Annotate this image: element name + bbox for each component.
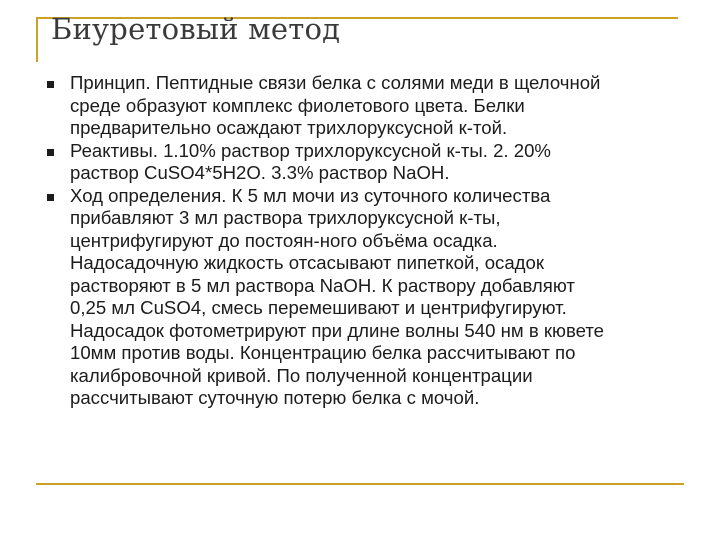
bullet-text	[70, 140, 682, 185]
square-bullet-icon	[47, 81, 54, 88]
bullet-line: предварительно осаждают трихлоруксусной к-той.	[70, 117, 508, 138]
bullet-item-procedure	[42, 185, 682, 410]
bullet-line: 10мм против воды. Концентрацию белка рассчитывают по	[70, 342, 576, 363]
bullet-line: прибавляют 3 мл раствора трихлоруксусной к-ты,	[70, 207, 501, 228]
bullet-line: рассчитывают суточную потерю белка с мочой.	[70, 387, 480, 408]
bullet-text	[70, 72, 682, 140]
bullet-text	[70, 185, 682, 410]
bullet-item-reagents	[42, 140, 682, 185]
bottom-rule	[36, 483, 684, 485]
bullet-list	[42, 72, 682, 410]
bullet-line: раствор CuSO4*5H2O. 3.3% раствор NaOH.	[70, 162, 450, 183]
bullet-line: Реактивы. 1.10% раствор трихлоруксусной к-ты. 2. 20%	[70, 139, 551, 161]
bullet-line: Принцип. Пептидные связи белка с солями меди в щелочной	[70, 72, 601, 93]
slide-title: Биуретовый метод	[51, 12, 341, 46]
bullet-line: среде образуют комплекс фиолетового цвета. Белки	[70, 94, 525, 116]
bullet-line: Ход определения. К 5 мл мочи из суточного количества	[70, 184, 551, 206]
bullet-line: центрифугируют до постоян-ного объёма осадка.	[70, 229, 498, 251]
bullet-item-principle	[42, 72, 682, 140]
square-bullet-icon	[47, 194, 54, 201]
bullet-line: калибровочной кривой. По полученной концентрации	[70, 364, 533, 386]
square-bullet-icon	[47, 149, 54, 156]
bullet-line: Надосадочную жидкость отсасывают пипеткой, осадок	[70, 252, 545, 273]
bullet-line: Надосадок фотометрируют при длине волны 540 нм в кювете	[70, 319, 605, 341]
bullet-line: растворяют в 5 мл раствора NaOH. К раствору добавляют	[70, 274, 575, 296]
left-rule	[36, 17, 38, 62]
bullet-line: 0,25 мл CuSO4, смесь перемешивают и центрифугируют.	[70, 297, 567, 318]
